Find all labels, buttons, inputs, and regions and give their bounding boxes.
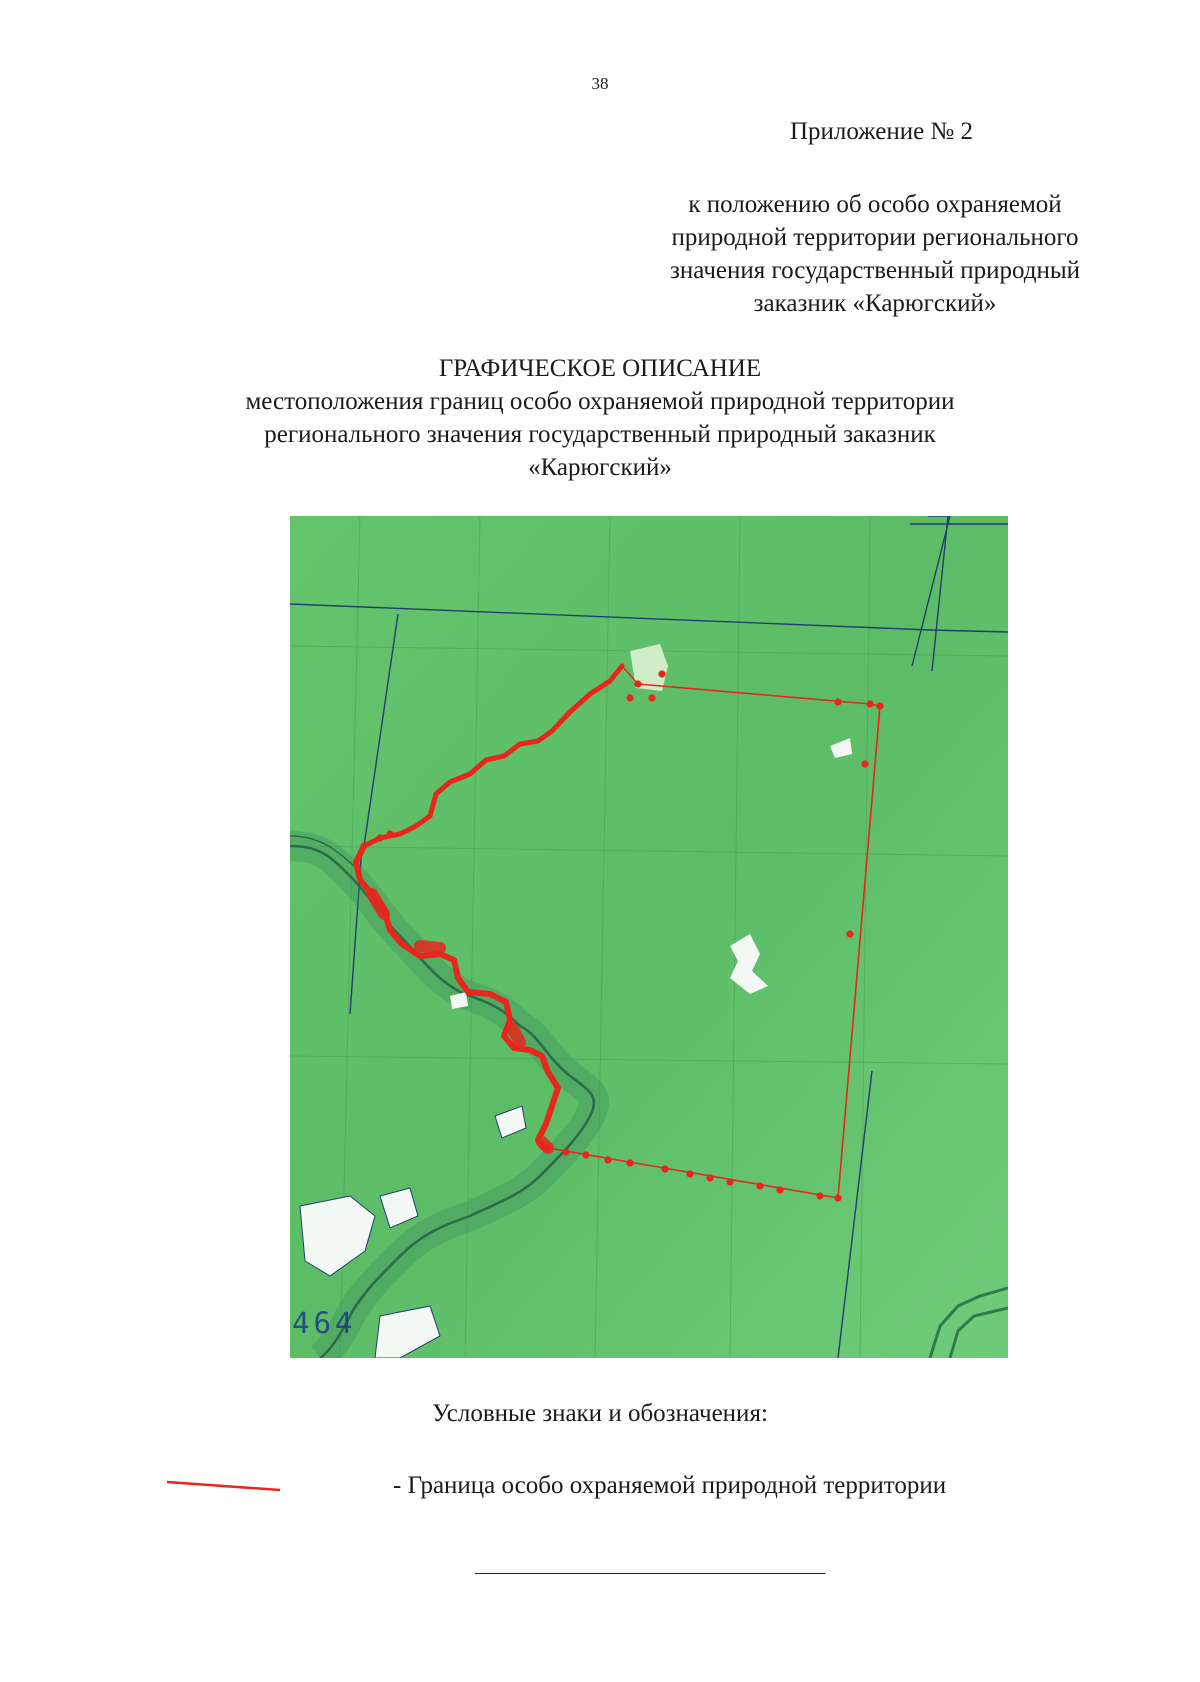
legend-item [165,1468,1065,1508]
appendix-description-line: значения государственный природный [669,257,1081,284]
appendix-description-line: к положению об особо охраняемой [688,191,1062,218]
boundary-map [290,516,1008,1358]
heading-subtitle-line: «Карюгский» [528,454,672,481]
appendix-description-line: заказник «Карюгский» [753,290,997,317]
legend-boundary-swatch [165,1468,305,1508]
closing-rule [475,1573,825,1574]
appendix-title: Приложение № 2 [790,118,974,145]
heading-title: ГРАФИЧЕСКОЕ ОПИСАНИЕ [438,355,762,382]
document-heading [0,352,1200,484]
heading-subtitle-line: регионального значения государственный природный заказник [264,421,936,448]
page-number: 38 [591,74,609,93]
map-image [290,516,1008,1358]
map-sheet-label: 464 [292,1306,357,1340]
legend-title: Условные знаки и обозначения: [432,1400,768,1427]
appendix-description [640,188,1110,320]
legend-item-label: - Граница особо охраняемой природной территории [393,1472,947,1499]
appendix-description-line: природной территории регионального [671,224,1079,251]
heading-subtitle-line: местоположения границ особо охраняемой природной территории [245,388,955,415]
